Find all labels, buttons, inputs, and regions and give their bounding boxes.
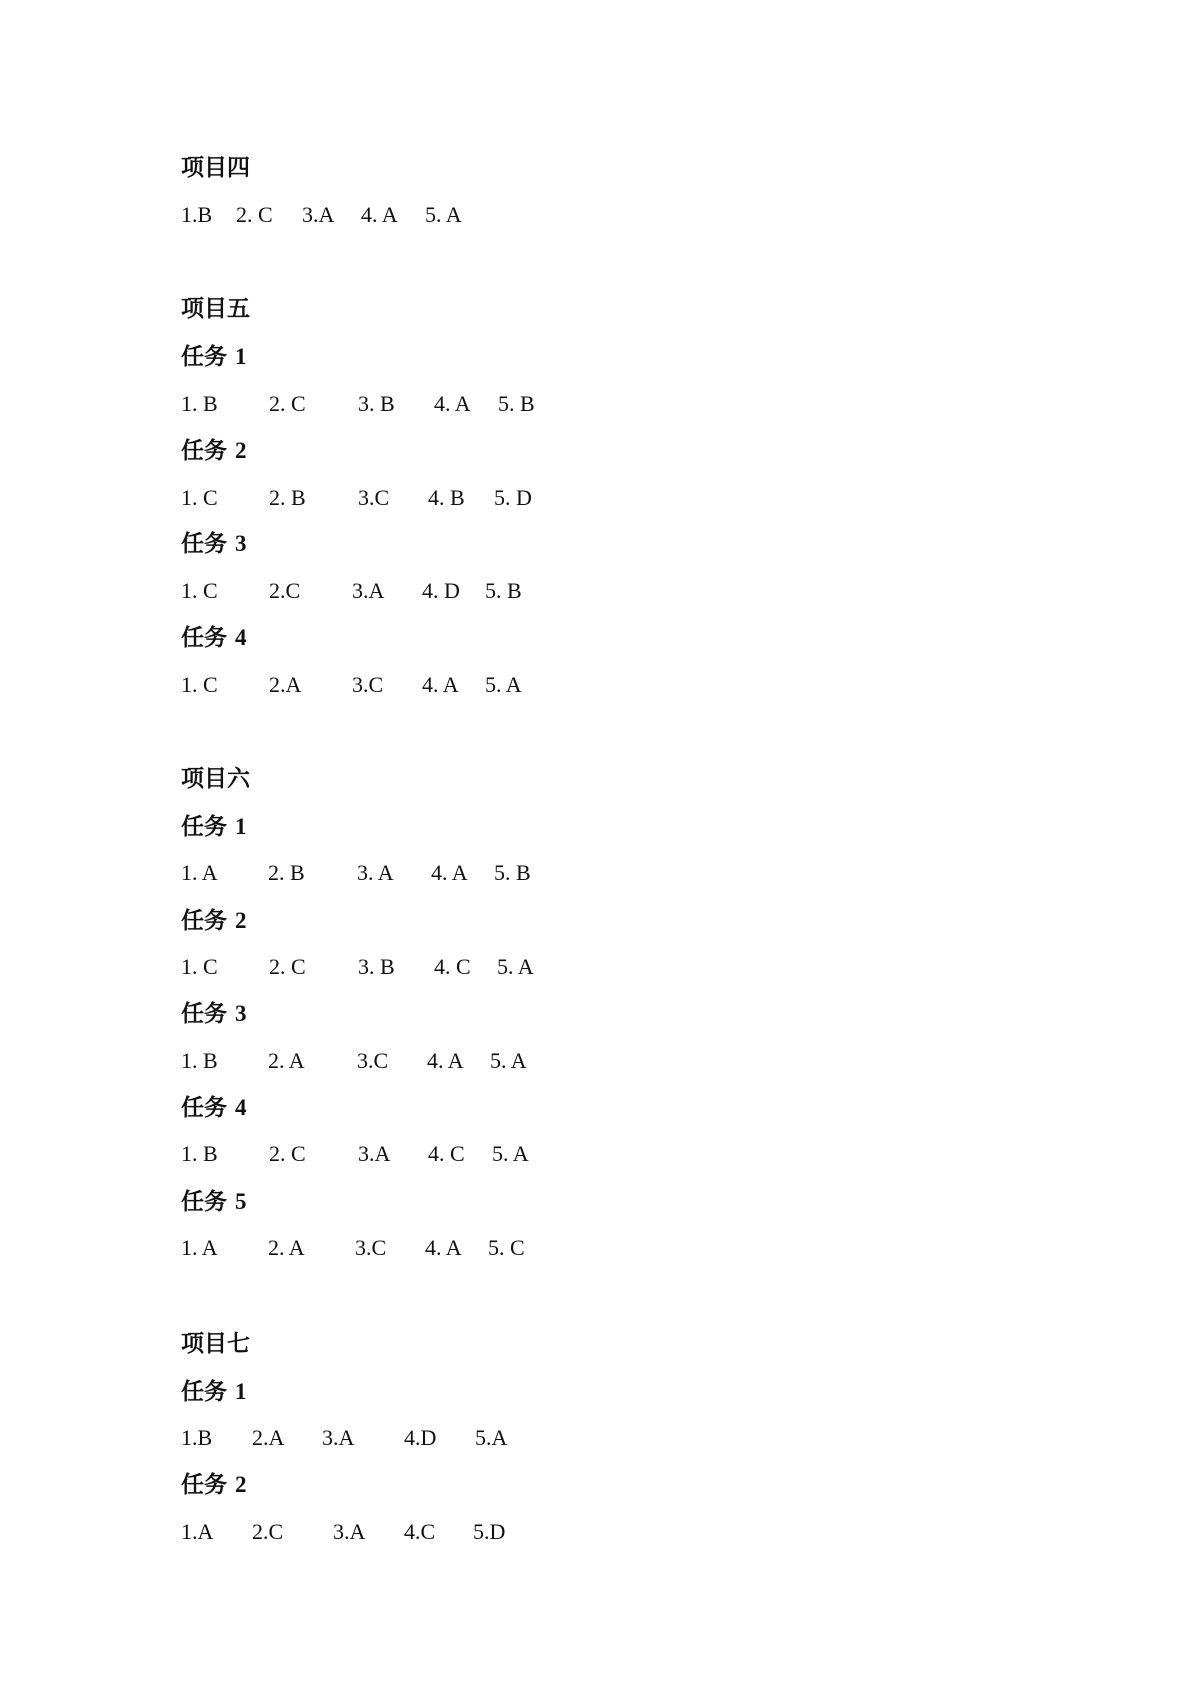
answer: 1.B	[181, 202, 213, 227]
task-label: 任务	[181, 1001, 227, 1027]
answer: 4. A	[434, 391, 471, 416]
task-label: 任务	[181, 625, 227, 651]
task-title	[181, 1190, 247, 1214]
answer: 1. C	[181, 578, 218, 603]
answer: 2. B	[269, 485, 306, 510]
answer: 3.A	[333, 1519, 366, 1544]
task-number: 1	[235, 814, 247, 839]
answer: 5. A	[485, 672, 522, 697]
answer: 2.A	[269, 672, 302, 697]
task-number: 5	[235, 1189, 247, 1214]
task-label: 任务	[181, 531, 227, 557]
answer: 1. B	[181, 1141, 218, 1166]
answer: 5.A	[475, 1425, 508, 1450]
answer: 4. B	[428, 485, 465, 510]
answer: 2. C	[269, 954, 306, 979]
task-title	[181, 815, 247, 839]
answer: 3.A	[358, 1141, 391, 1166]
answer: 1. A	[181, 1235, 218, 1260]
task-title	[181, 532, 247, 556]
answer: 2.A	[252, 1425, 285, 1450]
answer: 1. C	[181, 485, 218, 510]
section-title-6: 项目六	[181, 766, 250, 792]
answer: 3. B	[358, 391, 395, 416]
answer: 5. B	[498, 391, 535, 416]
task-title	[181, 909, 247, 933]
task-title	[181, 1096, 247, 1120]
task-title	[181, 626, 247, 650]
task-title	[181, 345, 247, 369]
answer: 5. B	[485, 578, 522, 603]
answer: 3.A	[352, 578, 385, 603]
answer: 3. B	[358, 954, 395, 979]
answer: 1. C	[181, 672, 218, 697]
task-label: 任务	[181, 814, 227, 840]
answer: 2. B	[268, 860, 305, 885]
answer: 5. C	[488, 1235, 525, 1260]
answer: 5. A	[425, 202, 462, 227]
section-title-5: 项目五	[181, 296, 250, 322]
task-number: 4	[235, 625, 247, 650]
task-title	[181, 1002, 247, 1026]
task-label: 任务	[181, 1379, 227, 1405]
task-label: 任务	[181, 1189, 227, 1215]
answer: 4. D	[422, 578, 460, 603]
answer: 2. A	[268, 1235, 305, 1260]
answer: 3.C	[352, 672, 384, 697]
answer: 4. A	[422, 672, 459, 697]
task-number: 4	[235, 1095, 247, 1120]
answer: 1.B	[181, 1425, 213, 1450]
section-title-4: 项目四	[181, 155, 250, 181]
answer: 3.A	[302, 202, 335, 227]
task-label: 任务	[181, 438, 227, 464]
task-number: 1	[235, 1379, 247, 1404]
answer: 4. C	[434, 954, 471, 979]
answer: 1. A	[181, 860, 218, 885]
section-title-7: 项目七	[181, 1331, 250, 1357]
task-number: 2	[235, 438, 247, 463]
task-number: 3	[235, 531, 247, 556]
task-number: 2	[235, 908, 247, 933]
task-label: 任务	[181, 344, 227, 370]
answer: 2. A	[268, 1048, 305, 1073]
answer: 5. B	[494, 860, 531, 885]
answer: 3. A	[357, 860, 394, 885]
task-number: 3	[235, 1001, 247, 1026]
answer: 5. D	[494, 485, 532, 510]
answer: 1.A	[181, 1519, 214, 1544]
answer: 5. A	[497, 954, 534, 979]
task-label: 任务	[181, 1095, 227, 1121]
task-title	[181, 1473, 247, 1497]
answer: 3.C	[355, 1235, 387, 1260]
answer: 1. B	[181, 1048, 218, 1073]
answer: 5. A	[490, 1048, 527, 1073]
answer: 2.C	[269, 578, 301, 603]
answer: 4.C	[404, 1519, 436, 1544]
answer: 4. A	[425, 1235, 462, 1260]
answer: 4. A	[431, 860, 468, 885]
task-number: 1	[235, 344, 247, 369]
answer: 5. A	[492, 1141, 529, 1166]
task-title	[181, 1380, 247, 1404]
answer: 3.C	[358, 485, 390, 510]
answer: 2. C	[236, 202, 273, 227]
task-label: 任务	[181, 1472, 227, 1498]
answer: 4. A	[361, 202, 398, 227]
answer: 5.D	[473, 1519, 506, 1544]
task-label: 任务	[181, 908, 227, 934]
answer: 2.C	[252, 1519, 284, 1544]
answer: 4.D	[404, 1425, 437, 1450]
task-number: 2	[235, 1472, 247, 1497]
answer: 4. A	[427, 1048, 464, 1073]
answer: 4. C	[428, 1141, 465, 1166]
answer: 3.A	[322, 1425, 355, 1450]
answer: 3.C	[357, 1048, 389, 1073]
answer: 1. B	[181, 391, 218, 416]
task-title	[181, 439, 247, 463]
answer: 2. C	[269, 391, 306, 416]
answer: 1. C	[181, 954, 218, 979]
answer: 2. C	[269, 1141, 306, 1166]
